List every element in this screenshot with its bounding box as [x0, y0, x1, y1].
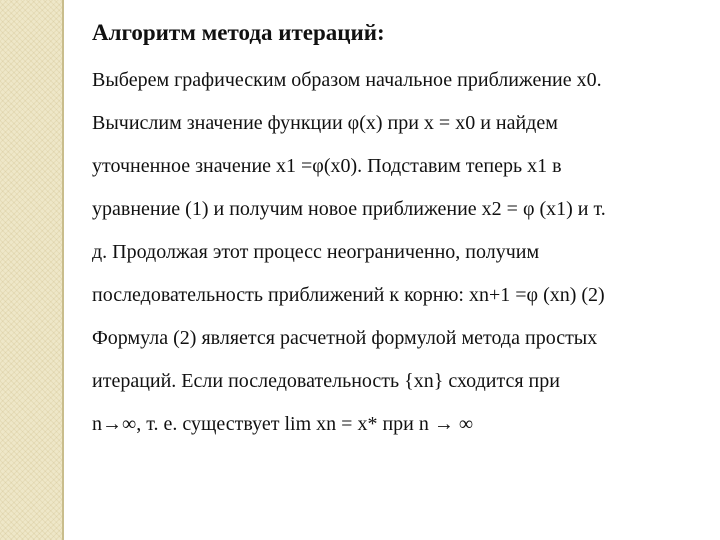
text-line-7: Формула (2) является расчетной формулой метода простых [92, 327, 598, 349]
text-line-2: Вычислим значение функции φ(x) при x = x0 и найдем [92, 112, 558, 134]
text-line-9: n→∞, т. е. существует lim xn = x* при n → ∞ [92, 413, 474, 435]
text-line-8: итераций. Если последовательность {xn} сходится при [92, 370, 560, 392]
text-line-4: уравнение (1) и получим новое приближение x2 = φ (x1) и т. [92, 198, 606, 220]
text-line-1: Выберем графическим образом начальное приближение x0. [92, 69, 602, 91]
slide-content [92, 16, 712, 446]
decorative-side-strip [0, 0, 62, 540]
text-line-6: последовательность приближений к корню: xn+1 =φ (xn) (2) [92, 284, 605, 306]
slide-title: Алгоритм метода итераций: [92, 20, 385, 45]
text-line-3: уточненное значение x1 =φ(x0). Подставим теперь x1 в [92, 155, 562, 177]
text-line-5: д. Продолжая этот процесс неограниченно, получим [92, 241, 540, 263]
side-strip-border [62, 0, 64, 540]
